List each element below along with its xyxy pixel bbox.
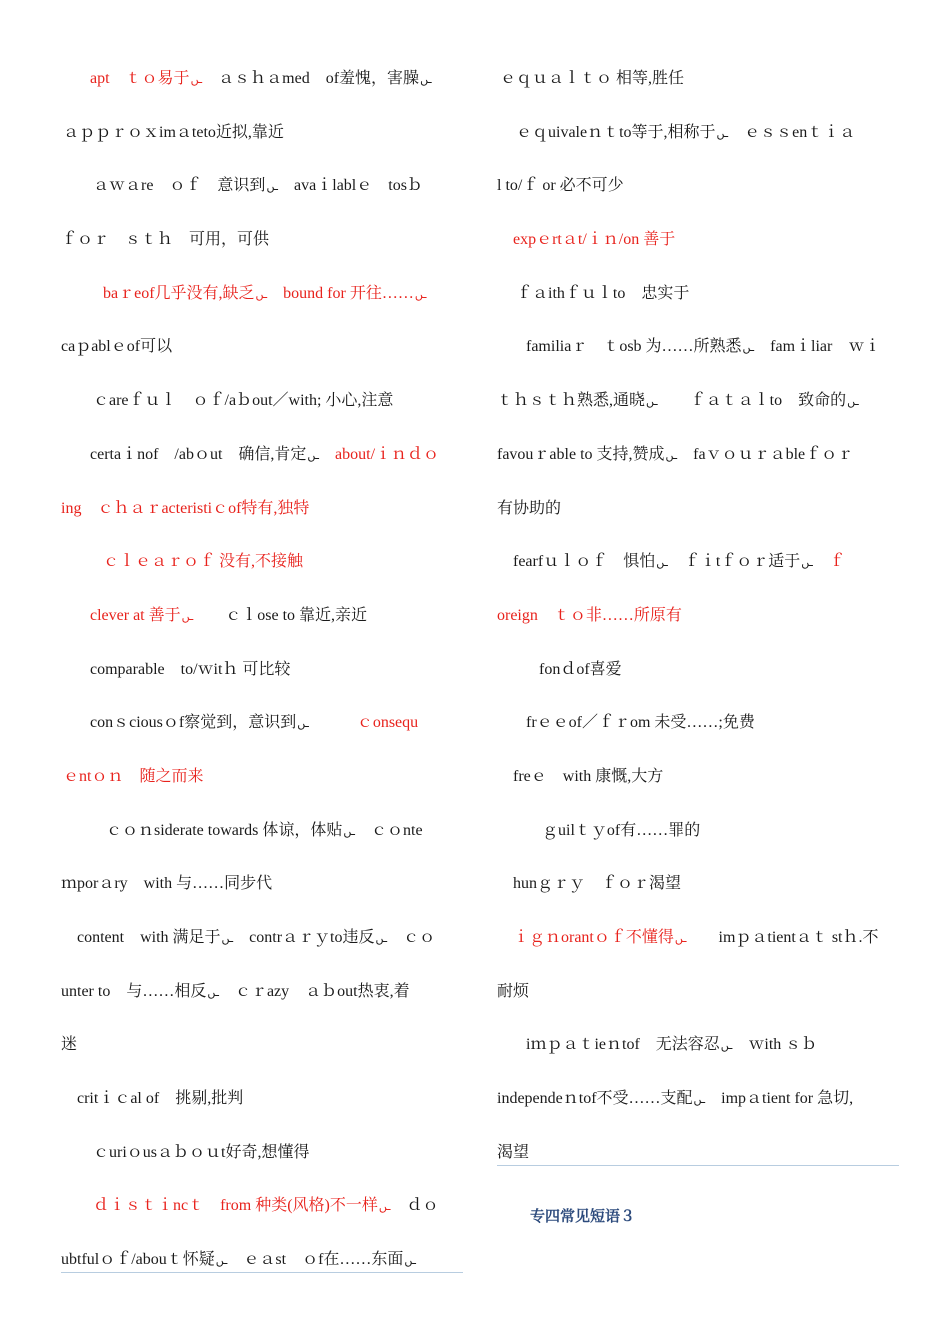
phrase-text: ｃｌose to 靠近,亲近: [193, 606, 368, 624]
phrase-line: [61, 814, 463, 868]
phrase-line: [497, 975, 899, 1029]
phrase-text: fonｄof喜爱: [539, 660, 622, 678]
phrase-line: [61, 545, 463, 599]
phrase-text: ａｗａre ｏｆ 意识到: [93, 177, 266, 195]
phrase-text: about/ｉｎｄｏ: [319, 445, 440, 463]
phrase-text: certaｉnof /abｏut 确信,肯定: [90, 445, 307, 463]
phrase-text: bound for 开往……: [267, 284, 414, 302]
phrase-text: frｅｅof／ｆｒom 未受……;免费: [526, 714, 755, 732]
list-marker: ـﮟ: [693, 1094, 706, 1107]
phrase-line: [61, 706, 463, 760]
phrase-text: caｐablｅof可以: [61, 338, 173, 356]
phrase-line: [61, 1136, 463, 1190]
phrase-text: impａtient for 急切,: [705, 1090, 854, 1108]
right-column: [497, 62, 899, 1189]
phrase-line: [497, 545, 899, 599]
phrase-line: [61, 921, 463, 975]
phrase-text: ｆａithｆｕｌto 忠实于: [516, 284, 690, 302]
phrase-line: [61, 169, 463, 223]
list-marker: ـﮟ: [665, 449, 678, 462]
phrase-text: unter to 与……相反: [61, 982, 207, 1000]
phrase-text: fearfｕｌｏｆ 惧怕: [513, 553, 656, 571]
list-marker: ـﮟ: [646, 396, 658, 409]
phrase-text: ｃｒazy ａｂout热衷,着: [218, 982, 410, 1000]
phrase-line: [61, 330, 463, 384]
phrase-text: 有协助的: [497, 499, 562, 517]
phrase-text: ｃｏnte: [355, 821, 423, 839]
list-marker: ـﮟ: [255, 288, 268, 301]
phrase-text: ｃｏ: [387, 929, 436, 946]
phrase-text: ａｐｐｒｏｘimａteto近拟,靠近: [63, 123, 284, 141]
right-divider-rule: [497, 1165, 899, 1166]
phrase-text: famｉliar ｗｉ: [754, 338, 881, 356]
phrase-line: [61, 1082, 463, 1136]
phrase-line: [497, 330, 899, 384]
phrase-line: [61, 975, 463, 1029]
phrase-line: [497, 277, 899, 331]
list-marker: ـﮟ: [716, 127, 729, 140]
phrase-line: [497, 1136, 899, 1190]
phrase-line: [61, 867, 463, 921]
phrase-line: [61, 760, 463, 814]
list-marker: ـﮟ: [343, 825, 356, 838]
list-marker: ـﮟ: [190, 74, 203, 86]
phrase-line: [497, 653, 899, 707]
phrase-line: [497, 1028, 899, 1082]
phrase-text: expｅrtａt/ｉｎ/on 善于: [513, 231, 676, 249]
phrase-text: ｃareｆｕｌ ｏｆ/aｂout／with; 小心,注意: [93, 392, 394, 410]
phrase-text: conｓciousｏf察觉到，意识到: [90, 714, 297, 732]
list-marker: ـﮟ: [420, 74, 432, 86]
phrase-line: [497, 438, 899, 492]
phrase-text: apt ｔｏ易于: [90, 70, 190, 87]
list-marker: ـﮟ: [404, 1255, 417, 1268]
phrase-line: [61, 492, 463, 546]
list-marker: ـﮟ: [720, 1040, 733, 1053]
phrase-line: [497, 814, 899, 868]
phrase-text: iｍｐａｔieｎtof 无法容忍: [526, 1036, 720, 1054]
phrase-text: imｐａtientａｔ stｈ.不: [686, 929, 879, 946]
phrase-text: ｆｏｒ ｓｔｈ 可用，可供: [61, 231, 270, 249]
phrase-line: [497, 921, 899, 975]
list-marker: ـﮟ: [215, 1255, 228, 1268]
phrase-text: independeｎtof不受……支配: [497, 1090, 693, 1108]
phrase-text: ubtfulｏｆ/abouｔ怀疑: [61, 1251, 215, 1269]
phrase-line: [497, 169, 899, 223]
phrase-line: [497, 223, 899, 277]
phrase-text: ｅｑｕａｌｔｏ 相等,胜任: [500, 70, 685, 87]
list-marker: ـﮟ: [801, 557, 813, 570]
phrase-text: ｄｏ: [390, 1197, 439, 1215]
phrase-line: [61, 116, 463, 170]
phrase-text: faｖｏｕｒａbleｆｏｒ: [677, 445, 854, 463]
phrase-text: ｃｏｎsiderate towards 体谅，体贴: [106, 821, 343, 839]
phrase-text: ｅｑuivaleｎｔto等于,相称于: [516, 123, 716, 141]
list-marker: ـﮟ: [378, 1201, 391, 1214]
phrase-text: avaｉlablｅ tosｂ: [278, 177, 423, 195]
phrase-line: [497, 62, 899, 116]
phrase-text: oreign ｔｏ非……所原有: [497, 606, 682, 624]
phrase-text: l to/ｆ or 必不可少: [497, 177, 624, 195]
phrase-text: ｗith ｓｂ: [732, 1036, 818, 1054]
phrase-line: [497, 1082, 899, 1136]
phrase-text: ｅｓｓenｔｉａ: [728, 123, 856, 141]
phrase-text: ｆｉtｆｏｒ适于: [667, 553, 801, 571]
phrase-line: [61, 438, 463, 492]
list-marker: ـﮟ: [656, 557, 668, 570]
list-marker: ـﮟ: [307, 449, 320, 462]
phrase-text: baｒeof几乎没有,缺乏: [103, 284, 255, 302]
phrase-text: ｅntｏｎ 随之而来: [63, 767, 204, 785]
phrase-line: [497, 867, 899, 921]
list-marker: ـﮟ: [266, 181, 279, 194]
phrase-text: ｆａｔａｌto 致命的: [657, 392, 847, 410]
phrase-text: ｉｇｎorantｏｆ不懂得: [513, 929, 674, 946]
phrase-text: ｃｌｅａｒｏｆ 没有,不接触: [103, 553, 304, 571]
phrase-text: ｃuriｏusａｂｏｕt好奇,想懂得: [93, 1143, 310, 1161]
phrase-text: comparable to/ｗitｈ 可比较: [90, 660, 291, 678]
phrase-text: ｅａst ｏf在……东面: [227, 1251, 404, 1269]
phrase-line: [61, 653, 463, 707]
list-marker: ـﮟ: [674, 933, 687, 945]
phrase-text: hunｇｒｙ ｆｏｒ渴望: [513, 875, 682, 893]
phrase-line: [497, 116, 899, 170]
phrase-line: [61, 1243, 463, 1297]
phrase-text: ｆ: [812, 553, 845, 571]
section-heading: 专四常见短语３: [530, 1207, 636, 1225]
phrase-line: [61, 62, 463, 116]
list-marker: ـﮟ: [207, 986, 219, 999]
phrase-text: critｉｃal of 挑剔,批判: [77, 1090, 244, 1108]
phrase-text: 迷: [61, 1036, 78, 1054]
phrase-text: freｅ with 康慨,大方: [513, 767, 664, 785]
phrase-text: clever at 善于: [90, 606, 181, 624]
list-marker: ـﮟ: [414, 288, 427, 301]
phrase-line: [497, 492, 899, 546]
phrase-text: ｔｈｓｔｈ熟悉,通晓: [497, 392, 646, 410]
phrase-line: [61, 1028, 463, 1082]
phrase-line: [61, 223, 463, 277]
phrase-line: [61, 599, 463, 653]
phrase-text: contrａｒｙto违反: [233, 929, 375, 946]
phrase-line: [497, 384, 899, 438]
phrase-line: [61, 1189, 463, 1243]
left-column: [61, 62, 463, 1297]
phrase-text: ｃonsequ: [308, 714, 419, 732]
phrase-line: [61, 277, 463, 331]
phrase-text: ing ｃｈａｒacteristiｃof特有,独特: [61, 499, 310, 517]
phrase-text: ａｓｈａmed of羞愧，害臊: [202, 70, 420, 87]
list-marker: ـﮟ: [847, 396, 859, 409]
list-marker: ـﮟ: [181, 610, 194, 623]
list-marker: ـﮟ: [221, 933, 234, 945]
phrase-line: [497, 706, 899, 760]
list-marker: ـﮟ: [297, 718, 309, 731]
phrase-text: ｇuilｔｙof有……罪的: [542, 821, 701, 839]
phrase-line: [497, 760, 899, 814]
phrase-text: 渴望: [497, 1143, 530, 1161]
phrase-text: ｍporａry with 与……同步代: [61, 875, 273, 893]
phrase-text: familiaｒ ｔosb 为……所熟悉: [526, 338, 742, 356]
left-divider-rule: [61, 1272, 463, 1273]
phrase-text: 耐烦: [497, 982, 530, 1000]
phrase-text: ｄｉｓｔｉncｔ from 种类(风格)不一样: [93, 1197, 378, 1215]
list-marker: ـﮟ: [375, 933, 388, 945]
phrase-text: content with 满足于: [77, 929, 221, 946]
phrase-line: [61, 384, 463, 438]
phrase-text: favouｒable to 支持,赞成: [497, 445, 665, 463]
phrase-line: [497, 599, 899, 653]
list-marker: ـﮟ: [742, 342, 755, 355]
